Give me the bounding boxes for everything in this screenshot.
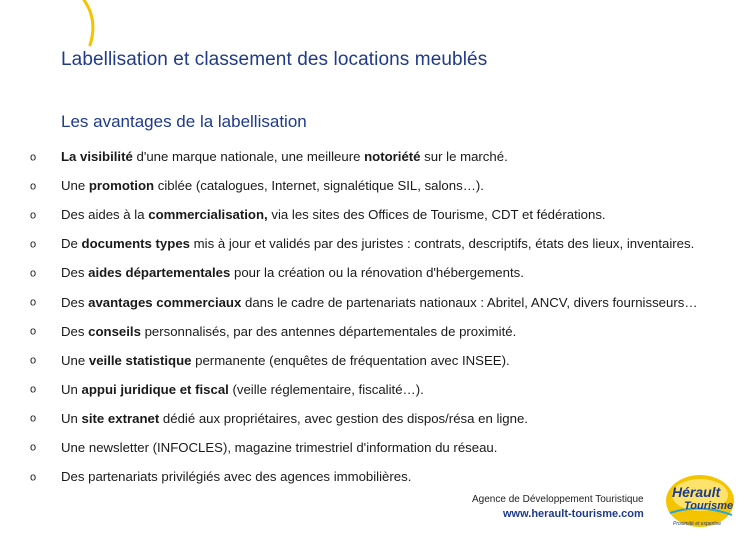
bullet-emphasis: La visibilité <box>61 149 133 165</box>
bullet-emphasis: veille statistique <box>88 352 192 368</box>
bullet-marker-icon: o <box>30 383 37 396</box>
bullet-emphasis: aides départementales <box>88 265 231 281</box>
bullet-segment: Des <box>61 265 89 281</box>
bullet-marker-icon: o <box>30 471 37 484</box>
bullet-segment: dans le cadre de partenariats nationaux : Abritel, ANCV, divers fournisseurs… <box>241 294 698 310</box>
footer-agency: Agence de Développement Touristique <box>472 494 644 505</box>
bullet-segment: personnalisés, par des antennes départementales de proximité. <box>140 323 517 339</box>
bullet-marker-icon: o <box>30 325 37 338</box>
logo-tagline: Proximité et expertise <box>673 521 722 527</box>
bullet-segment: Des <box>61 323 89 339</box>
bullet-text <box>61 236 694 251</box>
logo-line1: Hérault <box>672 484 721 500</box>
bullet-segment: dédié aux propriétaires, avec gestion des dispos/résa en ligne. <box>159 410 528 426</box>
bullet-text <box>61 207 606 222</box>
bullet-emphasis: commercialisation, <box>148 207 268 223</box>
bullet-marker-icon: o <box>30 442 37 455</box>
bullet-emphasis: documents types <box>81 236 190 252</box>
bullet-emphasis: site extranet <box>81 410 160 426</box>
bullet-segment: Des partenariats privilégiés avec des agences immobilières. <box>61 469 412 485</box>
bullet-emphasis: notoriété <box>364 149 421 165</box>
bullet-marker-icon: o <box>30 354 37 367</box>
bullet-emphasis: conseils <box>88 323 141 339</box>
bullet-text <box>61 353 510 368</box>
bullet-marker-icon: o <box>30 412 37 425</box>
bullet-segment: d'une marque nationale, une meilleure <box>132 149 365 165</box>
bullet-segment: Un <box>61 381 82 397</box>
bullet-segment: Une <box>61 178 89 194</box>
page-title: Labellisation et classement des locations meublés <box>61 49 488 70</box>
bullet-text <box>61 149 508 164</box>
bullet-marker-icon: o <box>30 267 37 280</box>
bullet-text <box>61 411 528 426</box>
bullet-text <box>61 469 411 484</box>
bullet-marker-icon: o <box>30 238 37 251</box>
bullet-segment: sur le marché. <box>420 149 508 165</box>
bullet-text <box>61 178 484 193</box>
bullet-segment: De <box>61 236 82 252</box>
bullet-segment: (veille réglementaire, fiscalité…). <box>228 381 424 397</box>
bullet-emphasis: promotion <box>88 178 155 194</box>
bullet-marker-icon: o <box>30 296 37 309</box>
bullet-segment: mis à jour et validés par des juristes : contrats, descriptifs, états des lieux, inventaires. <box>190 236 695 252</box>
bullet-text <box>61 440 497 455</box>
bullet-text <box>61 324 516 339</box>
logo-line2: Tourisme <box>684 500 734 512</box>
bullet-segment: pour la création ou la rénovation d'hébergements. <box>230 265 524 281</box>
bullet-segment: Une newsletter (INFOCLES), magazine trimestriel d'information du réseau. <box>61 439 498 455</box>
bullet-text <box>61 295 698 310</box>
bullet-emphasis: appui juridique et fiscal <box>81 381 229 397</box>
bullet-marker-icon: o <box>30 151 37 164</box>
bullet-segment: permanente (enquêtes de fréquentation avec INSEE). <box>191 352 510 368</box>
footer-url-link[interactable]: www.herault-tourisme.com <box>503 508 644 520</box>
bullet-text <box>61 382 424 397</box>
bullet-segment: Des aides à la <box>61 207 149 223</box>
bullet-marker-icon: o <box>30 209 37 222</box>
bullet-marker-icon: o <box>30 180 37 193</box>
bullet-segment: Une <box>61 352 89 368</box>
bullet-segment: ciblée (catalogues, Internet, signalétique SIL, salons…). <box>154 178 484 194</box>
bullet-segment: Un <box>61 410 82 426</box>
section-subtitle: Les avantages de la labellisation <box>61 112 307 131</box>
bullet-text <box>61 265 524 280</box>
bullet-emphasis: avantages commerciaux <box>88 294 242 310</box>
bullet-segment: Des <box>61 294 89 310</box>
bullet-segment: via les sites des Offices de Tourisme, CDT et fédérations. <box>267 207 606 223</box>
